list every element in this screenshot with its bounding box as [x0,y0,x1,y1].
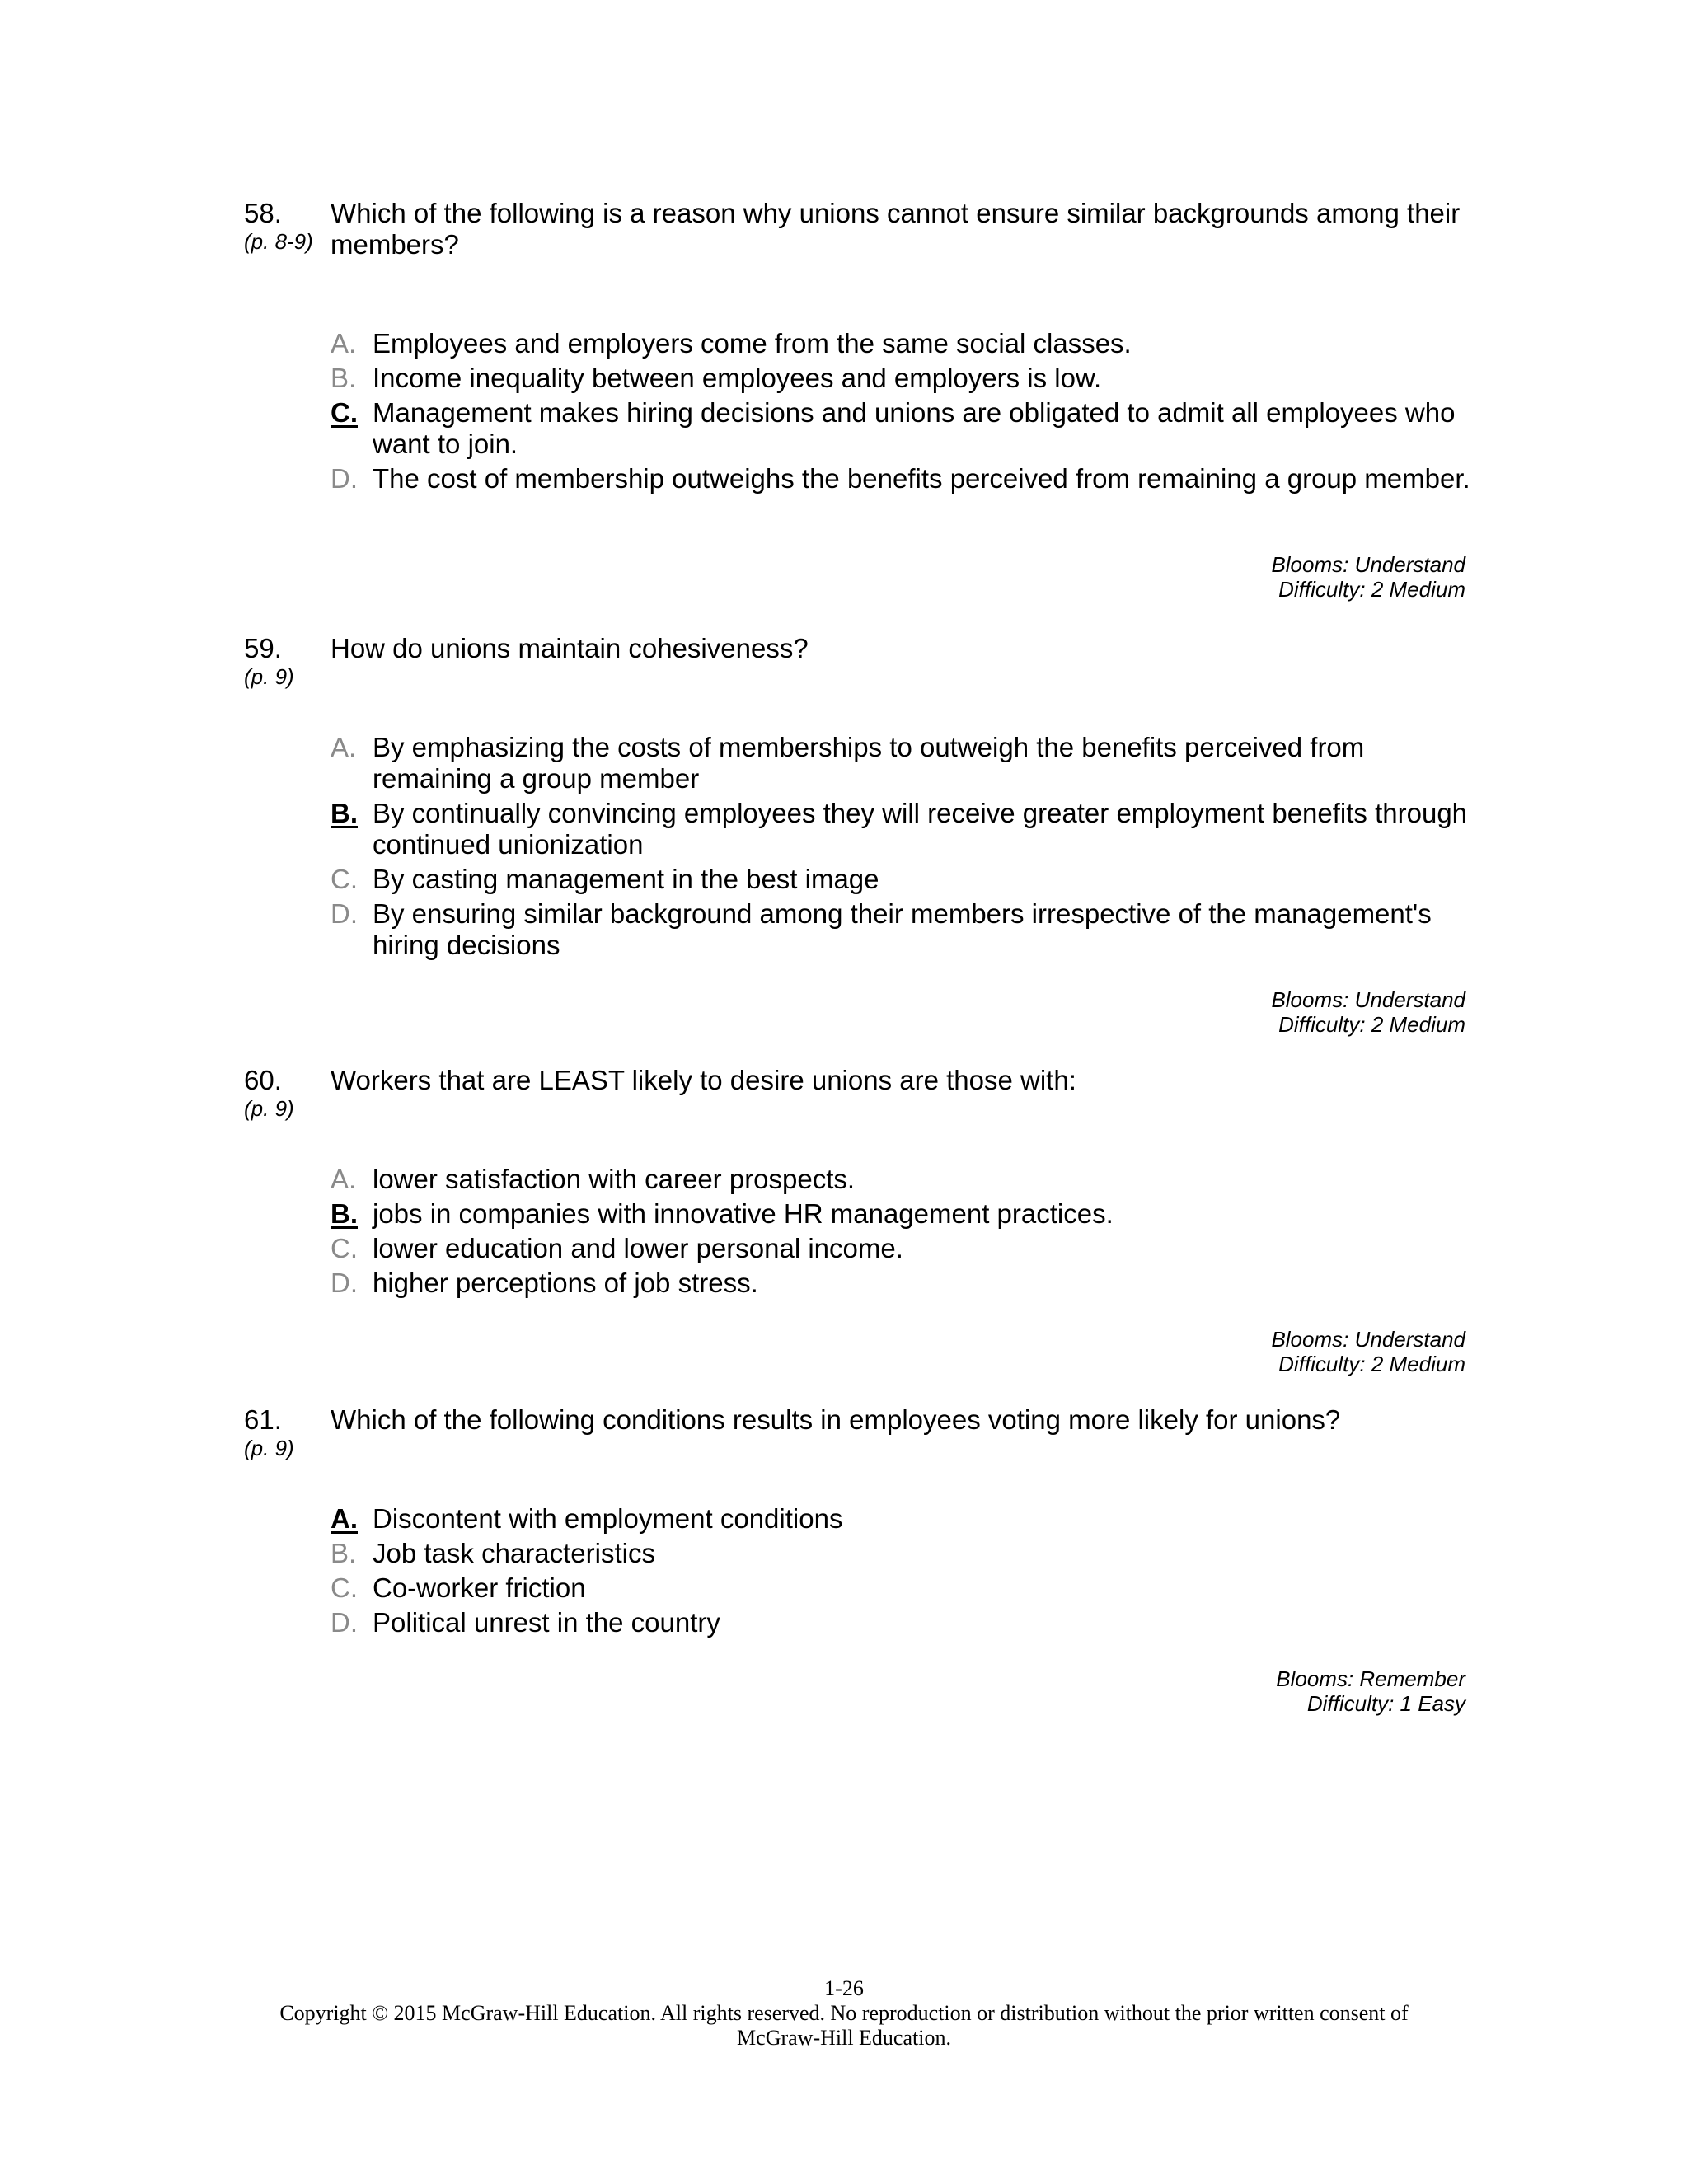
question-text: Which of the following is a reason why unions cannot ensure similar backgrounds among their members? [331,198,1461,260]
question-number: 60. [244,1065,282,1095]
option-text: The cost of membership outweighs the benefits perceived from remaining a group member. [373,463,1470,494]
option-letter: D. [331,463,358,494]
option-letter-correct: B. [331,1198,358,1229]
answer-options [331,1503,1484,1642]
blooms-level: Blooms: Understand [1271,1327,1465,1352]
option-text: Management makes hiring decisions and unions are obligated to admit all employees who want to join. [373,397,1456,459]
option-letter: B. [331,363,357,393]
question-metadata [1271,552,1465,602]
option-letter: C. [331,864,358,894]
page-reference: (p. 9) [244,1096,294,1121]
option-letter: C. [331,1572,358,1603]
option-text: By emphasizing the costs of memberships to outweigh the benefits perceived from remaining a group member [373,732,1365,794]
answer-options [331,1164,1484,1302]
answer-option-a[interactable] [331,732,1484,794]
blooms-level: Blooms: Understand [1271,552,1465,577]
answer-option-d[interactable] [331,1268,1484,1299]
question-number: 59. [244,633,282,663]
question-number: 61. [244,1404,282,1435]
answer-option-b[interactable] [331,1538,1484,1569]
answer-option-a[interactable] [331,1164,1484,1195]
page-reference: (p. 8-9) [244,229,313,254]
page-footer [0,1976,1688,2050]
option-letter-correct: A. [331,1503,358,1534]
question-text: How do unions maintain cohesiveness? [331,633,809,663]
answer-option-c[interactable] [331,864,1484,895]
blooms-level: Blooms: Understand [1271,987,1465,1012]
question-number: 58. [244,198,282,228]
answer-option-d[interactable] [331,1607,1484,1638]
option-text: jobs in companies with innovative HR management practices. [373,1198,1114,1229]
difficulty-level: Difficulty: 2 Medium [1278,577,1465,602]
option-letter: C. [331,1233,358,1263]
difficulty-level: Difficulty: 2 Medium [1278,1012,1465,1037]
question-text: Workers that are LEAST likely to desire unions are those with: [331,1065,1076,1095]
question-text: Which of the following conditions results in employees voting more likely for unions? [331,1404,1341,1435]
option-text: Co-worker friction [373,1572,586,1603]
question-metadata [1271,987,1465,1037]
blooms-level: Blooms: Remember [1276,1666,1465,1691]
option-text: Discontent with employment conditions [373,1503,843,1534]
option-letter: A. [331,1164,357,1194]
answer-option-a[interactable] [331,328,1484,359]
answer-option-b[interactable] [331,798,1484,860]
option-text: lower education and lower personal income. [373,1233,903,1263]
answer-option-c[interactable] [331,1572,1484,1604]
option-letter: D. [331,1607,358,1638]
answer-option-d[interactable] [331,463,1484,494]
option-text: Income inequality between employees and employers is low. [373,363,1102,393]
difficulty-level: Difficulty: 2 Medium [1278,1352,1465,1376]
difficulty-level: Difficulty: 1 Easy [1306,1691,1465,1716]
option-text: By continually convincing employees they will receive greater employment benefits through continued unionization [373,798,1468,860]
option-letter: D. [331,898,358,929]
option-text: lower satisfaction with career prospects. [373,1164,856,1194]
copyright-notice: Copyright © 2015 McGraw-Hill Education. All rights reserved. No reproduction or distribution without the prior written consent of McGraw-Hill Education. [279,2001,1409,2050]
option-text: Job task characteristics [373,1538,655,1568]
option-letter: A. [331,328,357,359]
option-letter-correct: B. [331,798,358,828]
option-letter-correct: C. [331,397,358,428]
option-text: Political unrest in the country [373,1607,720,1638]
answer-option-b[interactable] [331,363,1484,394]
option-letter: B. [331,1538,357,1568]
question-metadata [1276,1666,1465,1716]
option-letter: D. [331,1268,358,1298]
page-number: 1-26 [824,1976,864,2000]
page-reference: (p. 9) [244,1436,294,1460]
option-letter: A. [331,732,357,762]
answer-options [331,732,1484,964]
option-text: higher perceptions of job stress. [373,1268,758,1298]
question-metadata [1271,1327,1465,1376]
option-text: By ensuring similar background among their members irrespective of the management's hiring decisions [373,898,1432,960]
option-text: By casting management in the best image [373,864,879,894]
answer-options [331,328,1484,498]
answer-option-d[interactable] [331,898,1484,961]
option-text: Employees and employers come from the same social classes. [373,328,1132,359]
answer-option-b[interactable] [331,1198,1484,1230]
answer-option-c[interactable] [331,397,1484,460]
answer-option-a[interactable] [331,1503,1484,1535]
answer-option-c[interactable] [331,1233,1484,1264]
page-reference: (p. 9) [244,664,294,689]
